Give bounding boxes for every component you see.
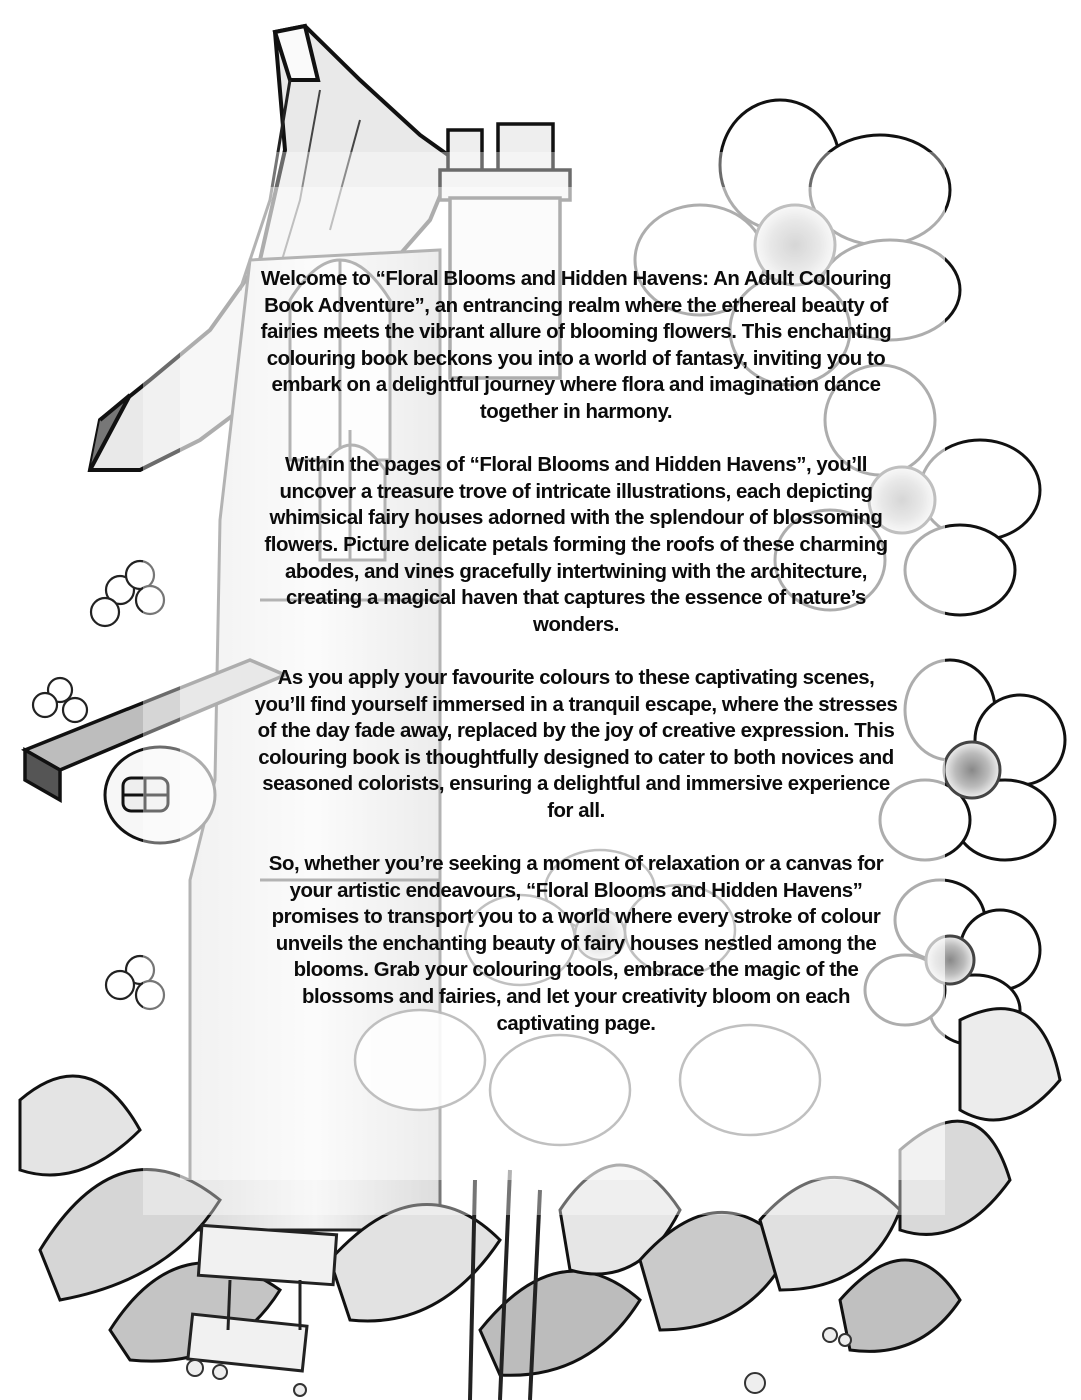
intro-text-block — [250, 266, 902, 1064]
intro-paragraph-3: As you apply your favourite colours to these captivating scenes, you’ll find yourself immersed in a tranquil escape, where the stresses of the day fade away, replaced by the joy of creative expression. This colouring book is thoughtfully designed to cater to both novices and seasoned colorists, ensuring a delightful and immersive experience for all. — [254, 666, 898, 822]
intro-paragraph-2: Within the pages of “Floral Blooms and Hidden Havens”, you’ll uncover a treasure trove of intricate illustrations, each depicting whimsical fairy houses adorned with the splendour of blossoming flowers. Picture delicate petals forming the roofs of these charming abodes, and vines gracefully intertwining with the architecture, creating a magical haven that captures the essence of nature’s wonders. — [264, 454, 888, 636]
intro-paragraph-4: So, whether you’re seeking a moment of relaxation or a canvas for your artistic endeavours, “Floral Blooms and Hidden Havens” promises to transport you to a world where every stroke of colour unveils the enchanting beauty of fairy houses nestled among the blooms. Grab your colouring tools, embrace the magic of the blossoms and fairies, and let your creativity bloom on each captivating page. — [268, 853, 884, 1035]
intro-paragraph-1: Welcome to “Floral Blooms and Hidden Havens: An Adult Colouring Book Adventure”, an entrancing realm where the ethereal beauty of fairies meets the vibrant allure of blooming flowers. This enchanting colouring book beckons you into a world of fantasy, inviting you to embark on a delightful journey where flora and imagination dance together in harmony. — [260, 268, 892, 423]
